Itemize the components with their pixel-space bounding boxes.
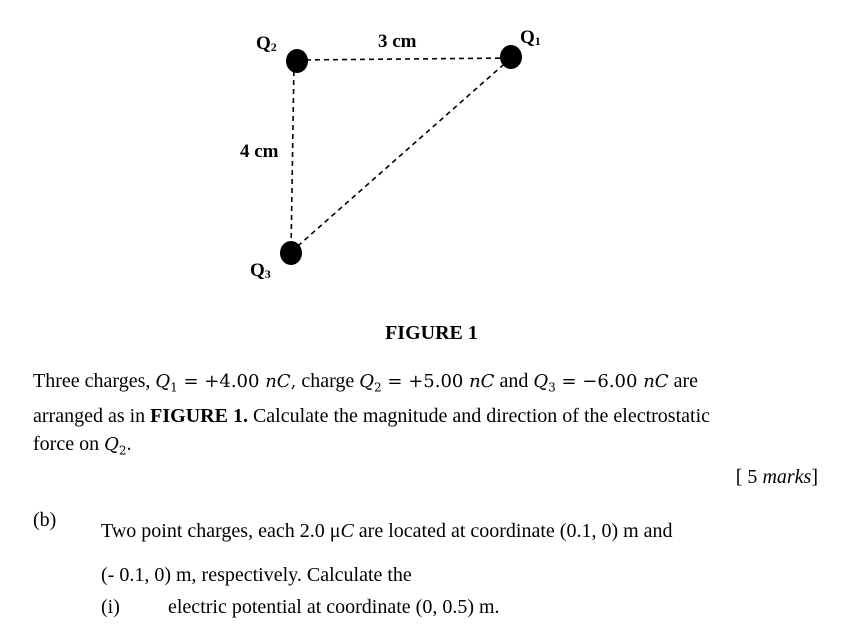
charge-q3-dot <box>280 241 302 265</box>
dashed-line-q2-q1 <box>297 58 511 60</box>
label-q1: $Q_1$ <box>520 27 541 48</box>
part-b-text <box>101 509 821 597</box>
question-a-line-1: Three charges, $Q_1 = +4.00$ nC, charge $Q_2 = +5.00$ nC and $Q_3 = -6.00$ nC are <box>33 370 698 395</box>
part-b-label: (b) <box>33 509 57 531</box>
q2-expression: $Q_2 = +5.00$ nC <box>359 371 495 395</box>
part-b-i-text: electric potential at coordinate (0, 0.5) m. <box>168 596 500 618</box>
distance-left-label: 4 cm <box>240 141 279 162</box>
question-a-line-2: arranged as in FIGURE 1. Calculate the magnitude and direction of the electrostatic <box>33 404 711 427</box>
charge-q1-dot <box>500 45 522 69</box>
distance-top-label: 3 cm <box>378 31 417 52</box>
figure-caption: FIGURE 1 <box>385 322 478 344</box>
dashed-line-q2-q3 <box>291 62 294 252</box>
marks-label: [ 5 marks] <box>735 466 818 488</box>
part-b-line-2: (- 0.1, 0) m, respectively. Calculate the <box>101 564 412 586</box>
dashed-line-q3-q1 <box>291 58 511 252</box>
label-q3: $Q_3$ <box>250 260 271 281</box>
part-b-i-label: (i) <box>101 596 120 618</box>
q3-expression: $Q_3 = -6.00$ nC <box>533 371 669 395</box>
label-q2: $Q_2$ <box>256 33 277 54</box>
question-a-text <box>33 367 818 464</box>
q1-expression: $Q_1 = +4.00$ nC, <box>155 371 297 395</box>
part-b-line-1: Two point charges, each 2.0 μC are located at coordinate (0.1, 0) m and <box>101 520 673 542</box>
question-a-line-3: force on $Q_2$. <box>33 432 132 458</box>
charge-q2-dot <box>286 49 308 73</box>
